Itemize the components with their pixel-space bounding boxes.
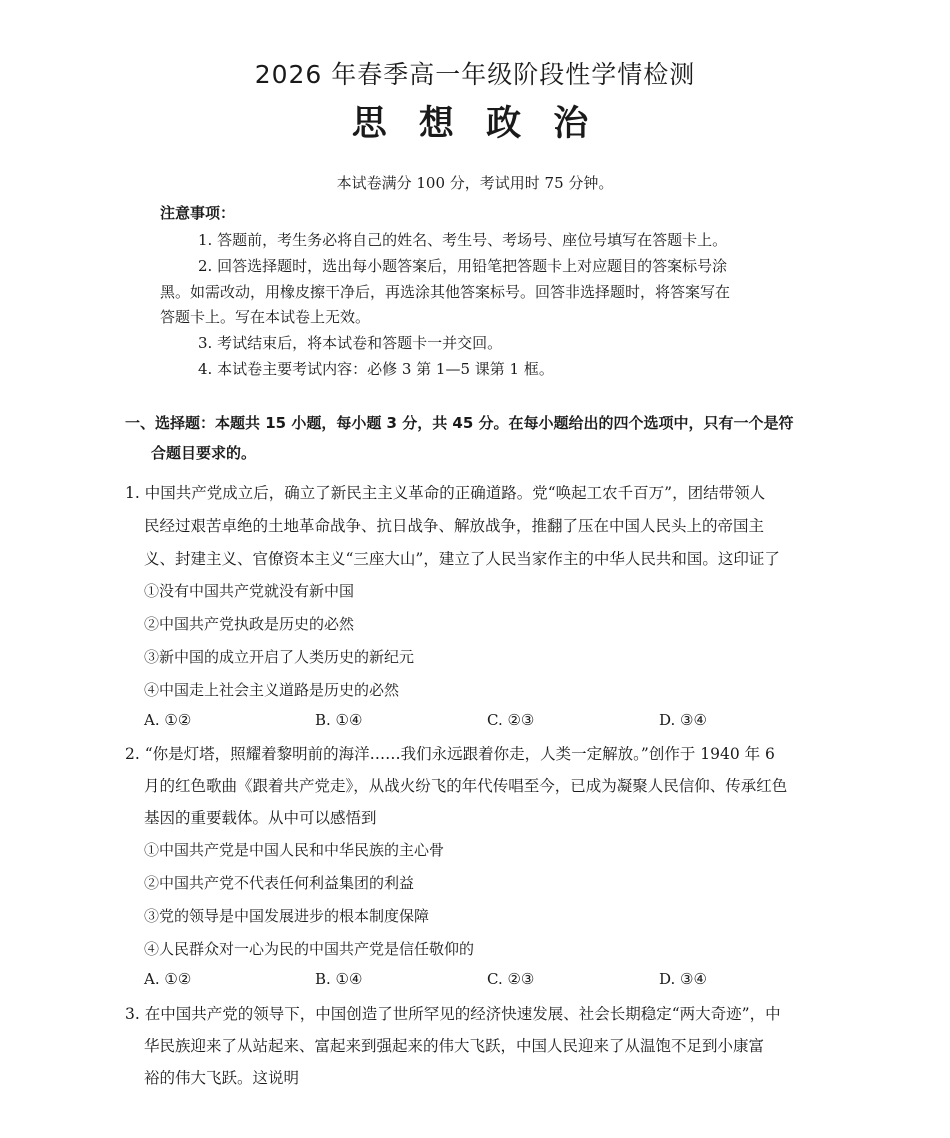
exam-intro: 本试卷满分 100 分，考试用时 75 分钟。 <box>336 174 614 192</box>
notice-heading: 注意事项： <box>160 204 236 222</box>
question-stem: 3. 在中国共产党的领导下，中国创造了世所罕见的经济快速发展、社会长期稳定“两大奇迹”，中 <box>125 1005 781 1023</box>
question-item: ①没有中国共产党就没有新中国 <box>144 582 355 600</box>
question-item: ③新中国的成立开启了人类历史的新纪元 <box>144 648 415 666</box>
question-stem: 基因的重要载体。从中可以感悟到 <box>144 809 377 827</box>
question-item: ①中国共产党是中国人民和中华民族的主心骨 <box>144 841 445 859</box>
question-stem: 华民族迎来了从站起来、富起来到强起来的伟大飞跃，中国人民迎来了从温饱不足到小康富 <box>144 1037 765 1055</box>
question-stem: 裕的伟大飞跃。这说明 <box>144 1069 300 1087</box>
answer-choice-b: B. ①④ <box>315 970 363 988</box>
notice-line: 4. 本试卷主要考试内容：必修 3 第 1—5 课第 1 框。 <box>198 360 554 378</box>
notice-line: 3. 考试结束后，将本试卷和答题卡一并交回。 <box>198 334 503 352</box>
section-heading-cont: 合题目要求的。 <box>151 444 257 462</box>
answer-choice-c: C. ②③ <box>487 711 535 729</box>
question-item: ②中国共产党执政是历史的必然 <box>144 615 355 633</box>
answer-choice-a: A. ①② <box>144 970 192 988</box>
question-item: ③党的领导是中国发展进步的根本制度保障 <box>144 907 430 925</box>
question-stem: 2. “你是灯塔，照耀着黎明前的海洋……我们永远跟着你走，人类一定解放。”创作于 1940 年 6 <box>125 745 775 763</box>
answer-choice-a: A. ①② <box>144 711 192 729</box>
notice-line: 黑。如需改动，用橡皮擦干净后，再选涂其他答案标号。回答非选择题时，将答案写在 <box>160 283 731 301</box>
question-stem: 1. 中国共产党成立后，确立了新民主主义革命的正确道路。党“唤起工农千百万”，团结带领人 <box>125 484 766 502</box>
question-stem: 民经过艰苦卓绝的土地革命战争、抗日战争、解放战争，推翻了压在中国人民头上的帝国主 <box>144 517 765 535</box>
notice-line: 1. 答题前，考生务必将自己的姓名、考生号、考场号、座位号填写在答题卡上。 <box>198 231 728 249</box>
answer-choice-d: D. ③④ <box>659 711 707 729</box>
answer-choice-b: B. ①④ <box>315 711 363 729</box>
question-stem: 月的红色歌曲《跟着共产党走》，从战火纷飞的年代传唱至今，已成为凝聚人民信仰、传承红色 <box>144 777 788 795</box>
exam-title: 2026 年春季高一年级阶段性学情检测 <box>254 60 696 89</box>
question-item: ④人民群众对一心为民的中国共产党是信任敬仰的 <box>144 940 475 958</box>
subject-title: 思 想 政 治 <box>351 104 599 144</box>
answer-choice-c: C. ②③ <box>487 970 535 988</box>
answer-choice-d: D. ③④ <box>659 970 707 988</box>
section-heading: 一、选择题：本题共 15 小题，每小题 3 分，共 45 分。在每小题给出的四个选项中，只有一个是符 <box>125 414 794 432</box>
notice-line: 答题卡上。写在本试卷上无效。 <box>160 308 371 326</box>
question-item: ④中国走上社会主义道路是历史的必然 <box>144 681 400 699</box>
question-stem: 义、封建主义、官僚资本主义“三座大山”，建立了人民当家作主的中华人民共和国。这印证了 <box>144 550 780 568</box>
question-item: ②中国共产党不代表任何利益集团的利益 <box>144 874 415 892</box>
notice-line: 2. 回答选择题时，选出每小题答案后，用铅笔把答题卡上对应题目的答案标号涂 <box>198 257 728 275</box>
